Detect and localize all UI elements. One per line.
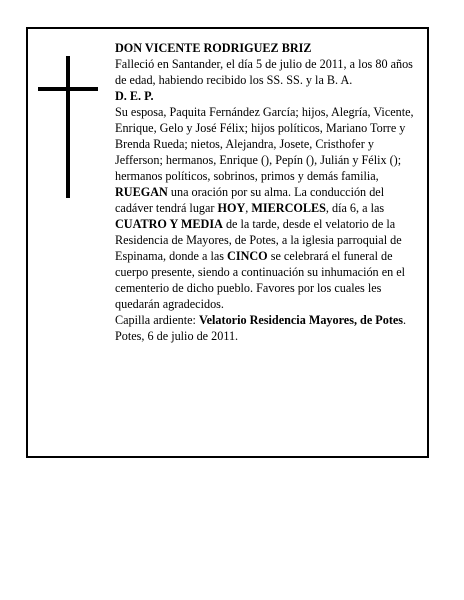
deceased-name-text: DON VICENTE RODRIGUEZ BRIZ	[115, 41, 312, 55]
dep-text: D. E. P.	[115, 89, 154, 103]
cinco-text: CINCO	[227, 249, 268, 263]
request-paragraph	[115, 184, 423, 312]
request-text-1: una oración por su alma. La conducción del cadáver tendrá lugar	[115, 185, 385, 215]
request-text-2: ,	[245, 201, 252, 215]
latin-cross-icon	[38, 56, 98, 198]
chapel-line	[115, 312, 423, 328]
miercoles-text: MIERCOLES	[251, 201, 326, 215]
request-text-5: se celebrará el funeral de cuerpo presente, siendo a continuación su inhumación en el cementerio de dicho pueblo. Favores por los cuales les quedarán agradecidos.	[115, 249, 406, 311]
obituary-notice	[26, 27, 429, 458]
dep-line	[115, 88, 423, 104]
request-text-4: de la tarde, desde el velatorio de la Residencia de Mayores, de Potes, a la iglesia parroquial de Espinama, donde a las	[115, 217, 402, 263]
hoy-text: HOY	[217, 201, 246, 215]
cross-horizontal-bar	[38, 87, 98, 91]
family-paragraph: Su esposa, Paquita Fernández García; hijos, Alegría, Vicente, Enrique, Gelo y José Félix; hijos políticos, Mariano Torre y Brenda Rueda; nietos, Alejandra, Josete, Cristhofer y Jefferson; hermanos, Enrique (), Pepín (), Julián y Félix (); hermanos políticos, sobrinos, primos y demás familia,	[115, 105, 414, 183]
hora-text: CUATRO Y MEDIA	[115, 217, 223, 231]
deceased-name	[115, 40, 423, 56]
chapel-end: .	[403, 313, 407, 327]
cross-vertical-bar	[66, 56, 70, 198]
ruegan-text: RUEGAN	[115, 185, 168, 199]
chapel-place: Velatorio Residencia Mayores, de Potes	[198, 313, 404, 327]
death-statement: Falleció en Santander, el día 5 de julio de 2011, a los 80 años de edad, habiendo recibido los SS. SS. y la B. A.	[115, 57, 413, 87]
date-line: Potes, 6 de julio de 2011.	[115, 329, 239, 343]
request-text-3: , día 6, a las	[325, 201, 385, 215]
chapel-label: Capilla ardiente:	[115, 313, 199, 327]
obituary-text	[115, 40, 423, 344]
